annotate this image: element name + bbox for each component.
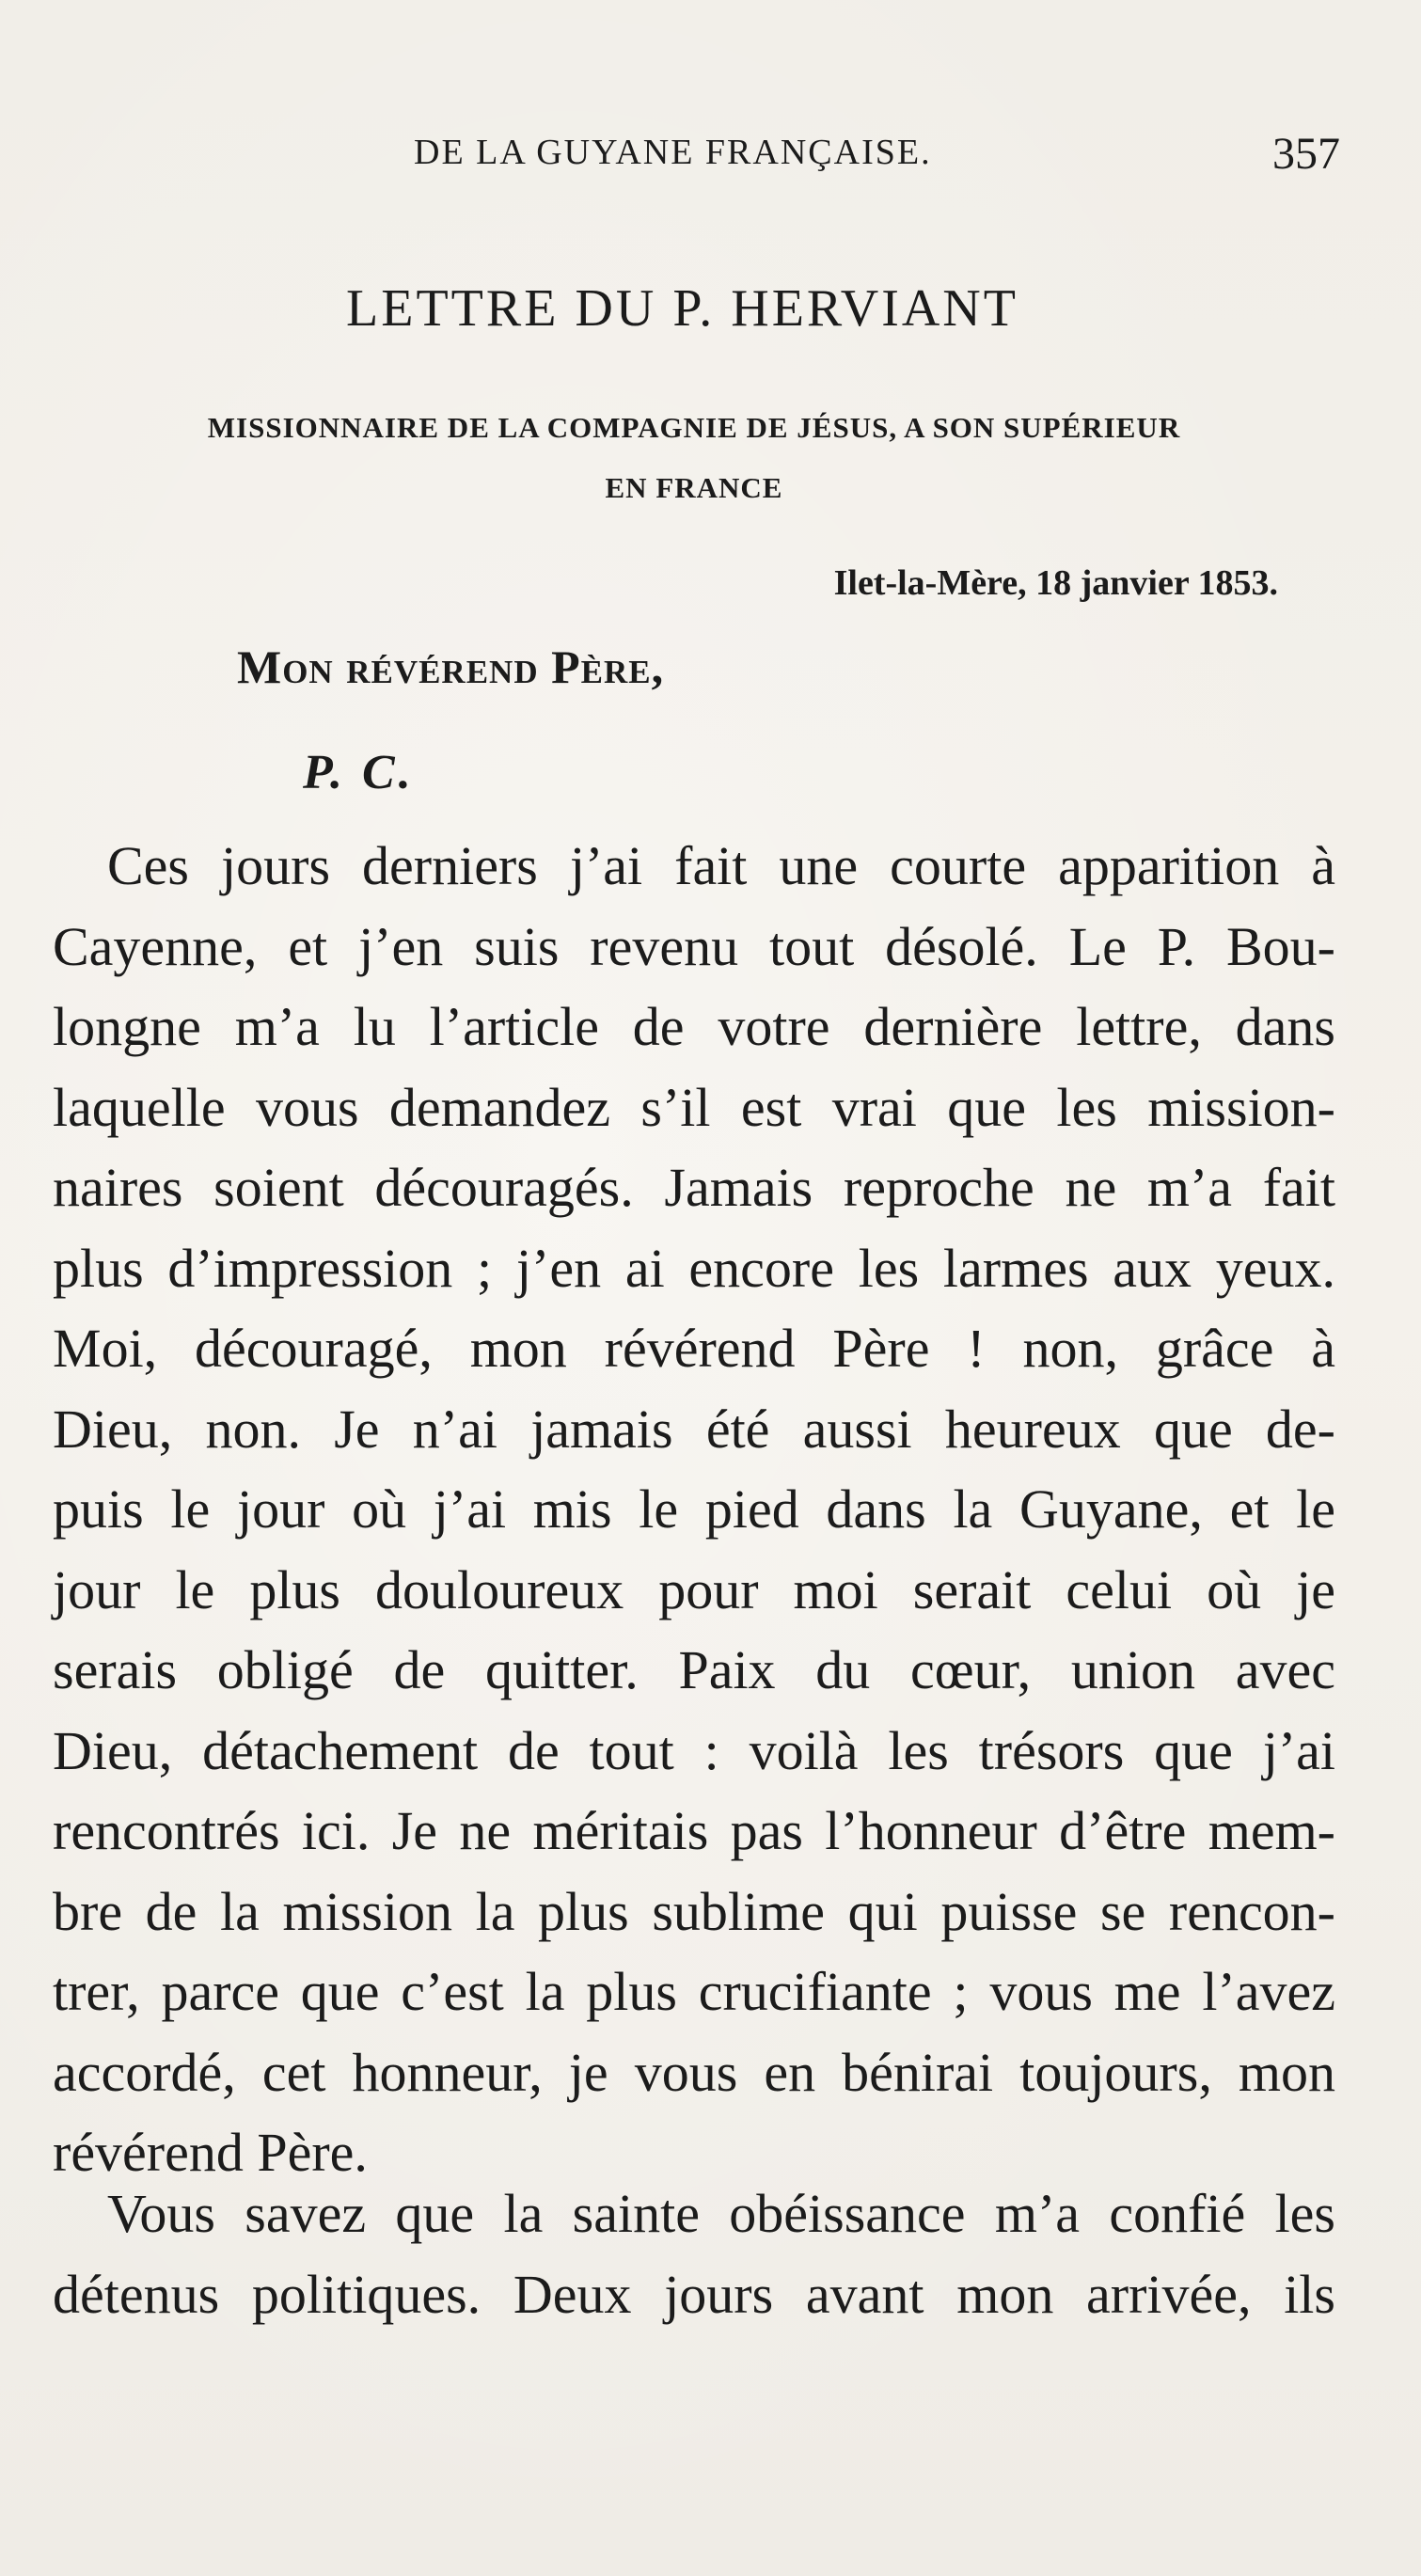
text-line: puis le jour où j’ai mis le pied dans la Guyane, et le bbox=[53, 1478, 1335, 1540]
letter-title: LETTRE DU P. HERVIANT bbox=[346, 279, 1018, 338]
pax-christi-greeting: P. C. bbox=[303, 746, 415, 799]
page-number: 357 bbox=[1272, 129, 1340, 179]
text-line: accordé, cet honneur, je vous en bénirai toujours, mon bbox=[53, 2041, 1335, 2103]
text-line: Dieu, non. Je n’ai jamais été aussi heureux que de- bbox=[53, 1398, 1335, 1460]
text-line: rencontrés ici. Je ne méritais pas l’honneur d’être mem- bbox=[53, 1800, 1335, 1861]
subtitle-line: MISSIONNAIRE DE LA COMPAGNIE DE JÉSUS, A SON SUPÉRIEUR bbox=[207, 411, 1181, 444]
text-line: naires soient découragés. Jamais reproche ne m’a fait bbox=[53, 1157, 1335, 1218]
running-title: DE LA GUYANE FRANÇAISE. bbox=[414, 133, 932, 172]
text-line: bre de la mission la plus sublime qui puisse se rencon- bbox=[53, 1880, 1335, 1942]
text-line: trer, parce que c’est la plus crucifiante ; vous me l’avez bbox=[53, 1961, 1335, 2022]
text-line: Dieu, détachement de tout : voilà les trésors que j’ai bbox=[53, 1719, 1335, 1781]
salutation: Mon révérend Père, bbox=[237, 640, 665, 693]
text-line: plus d’impression ; j’en ai encore les larmes aux yeux. bbox=[53, 1237, 1335, 1299]
paragraph-2 bbox=[53, 2173, 1335, 2334]
text-line: longne m’a lu l’article de votre dernière lettre, dans bbox=[53, 996, 1335, 1057]
text-line: Vous savez que la sainte obéissance m’a confié les bbox=[107, 2183, 1335, 2244]
text-line: Ces jours derniers j’ai fait une courte apparition à bbox=[107, 835, 1335, 896]
text-line: Moi, découragé, mon révérend Père ! non, grâce à bbox=[53, 1318, 1335, 1379]
text-line: détenus politiques. Deux jours avant mon arrivée, ils bbox=[53, 2263, 1335, 2325]
text-line: jour le plus douloureux pour moi serait celui où je bbox=[53, 1558, 1335, 1620]
letter-subtitle bbox=[120, 398, 1268, 518]
dateline: Ilet-la-Mère, 18 janvier 1853. bbox=[833, 563, 1278, 603]
subtitle-line: EN FRANCE bbox=[605, 471, 783, 504]
text-line: laquelle vous demandez s’il est vrai que les mission- bbox=[53, 1076, 1335, 1138]
text-line: Cayenne, et j’en suis revenu tout désolé. Le P. Bou- bbox=[53, 915, 1335, 977]
paragraph-1 bbox=[53, 826, 1335, 2193]
text-line: révérend Père. bbox=[53, 2122, 368, 2183]
text-line: serais obligé de quitter. Paix du cœur, union avec bbox=[53, 1639, 1335, 1700]
